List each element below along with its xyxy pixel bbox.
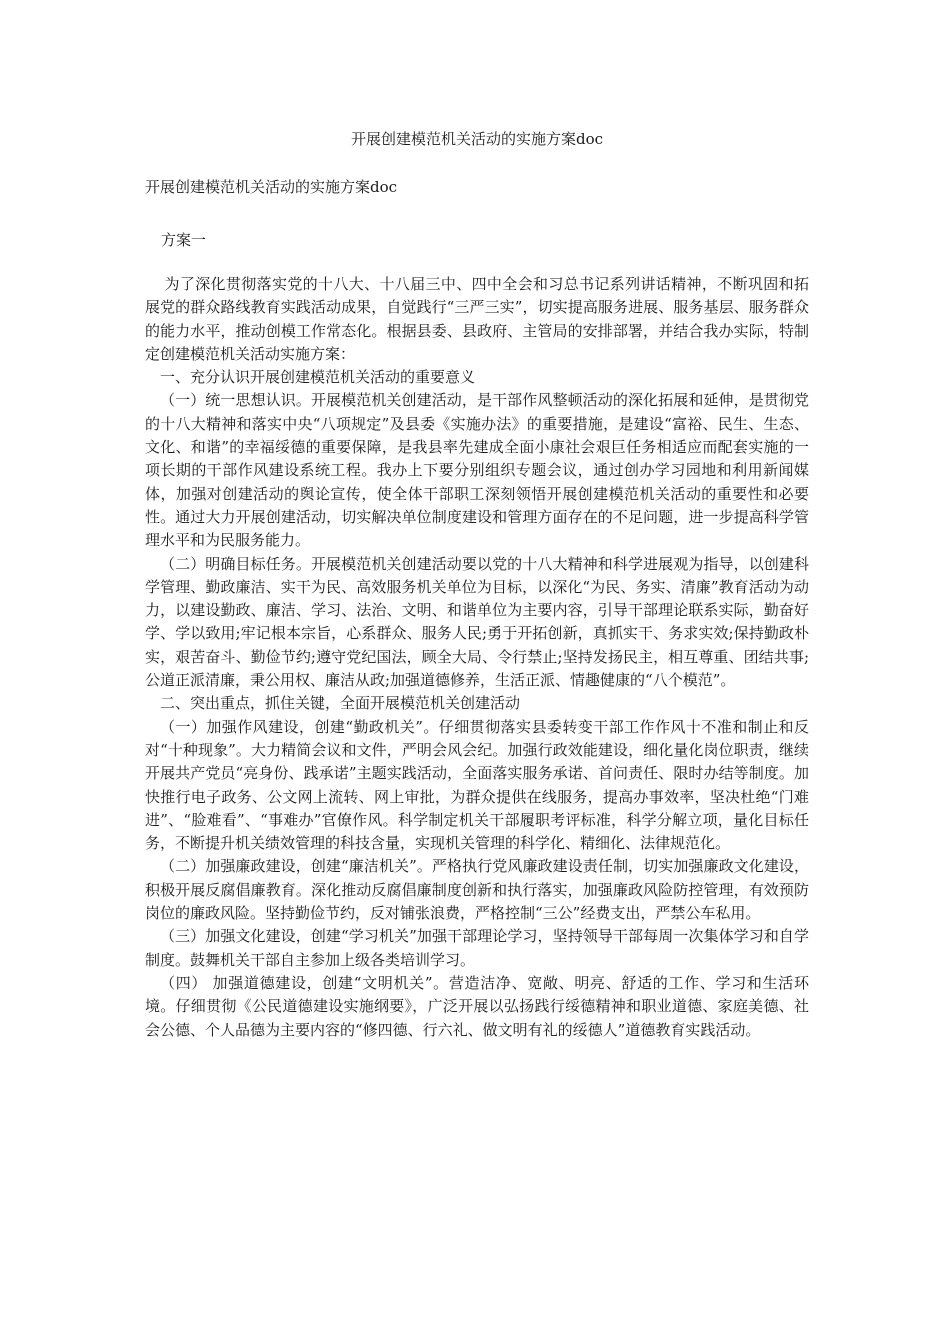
paragraph-intro: 为了深化贯彻落实党的十八大、十八届三中、四中全会和习总书记系列讲话精神，不断巩固和拓展党的群众路线教育实践活动成果，自觉践行“三严三实”，切实提高服务进展、服务基层、服务群众的能力水平，推动创模工作常态化。根据县委、县政府、主管局的安排部署，并结合我办实际，特制定创建模范机关活动实施方案： bbox=[145, 275, 809, 363]
paragraph-2-2: （二）加强廉政建设，创建“廉洁机关”。严格执行党风廉政建设责任制，切实加强廉政文化建设，积极开展反腐倡廉教育。深化推动反腐倡廉制度创新和执行落实，加强廉政风险防控管理，有效预防岗位的廉政风险。坚持勤俭节约，反对铺张浪费，严格控制“三公”经费支出，严禁公车私用。 bbox=[145, 857, 809, 923]
paragraph-1-1: （一）统一思想认识。开展模范机关创建活动，是干部作风整顿活动的深化拓展和延伸，是贯彻党的十八大精神和落实中央“八项规定”及县委《实施办法》的重要措施，是建设“富裕、民生、生态、文化、和谐”的幸福绥德的重要保障，是我县率先建成全面小康社会艰巨任务相适应而配套实施的一项长期的干部作风建设系统工程。我办上下要分别组织专题会议，通过创办学习园地和利用新闻媒体，加强对创建活动的舆论宣传，使全体干部职工深刻领悟开展创建模范机关活动的重要性和必要性。通过大力开展创建活动，切实解决单位制度建设和管理方面存在的不足问题，进一步提高科学管理水平和为民服务能力。 bbox=[145, 391, 809, 550]
paragraph-1-2: （二）明确目标任务。开展模范机关创建活动要以党的十八大精神和科学进展观为指导，以创建科学管理、勤政廉洁、实干为民、高效服务机关单位为目标，以深化“为民、务实、清廉”教育活动为动力，以建设勤政、廉洁、学习、法治、文明、和谐单位为主要内容，引导干部理论联系实际，勤奋好学、学以致用;牢记根本宗旨，心系群众、服务人民;勇于开拓创新，真抓实干、务求实效;保持勤政朴实，艰苦奋斗、勤俭节约;遵守党纪国法，顾全大局、令行禁止;坚持发扬民主，相互尊重、团结共事;公道正派清廉，秉公用权、廉洁从政;加强道德修养，生活正派、情趣健康的“八个模范”。 bbox=[145, 554, 809, 690]
section-heading-2: 二、突出重点，抓住关键，全面开展模范机关创建活动 bbox=[160, 694, 521, 713]
paragraph-2-4: （四） 加强道德建设，创建“文明机关”。营造洁净、宽敞、明亮、舒适的工作、学习和生活环境。仔细贯彻《公民道德建设实施纲要》，广泛开展以弘扬践行绥德精神和职业道德、家庭美德、社会公德、个人品德为主要内容的“修四德、行六礼、做文明有礼的绥德人”道德教育实践活动。 bbox=[145, 973, 809, 1039]
document-body bbox=[145, 273, 809, 1042]
document-title: 开展创建模范机关活动的实施方案doc bbox=[350, 130, 604, 148]
paragraph-2-3: （三）加强文化建设，创建“学习机关”加强干部理论学习，坚持领导干部每周一次集体学习和自学制度。鼓舞机关干部自主参加上级各类培训学习。 bbox=[145, 927, 809, 969]
paragraph-2-1: （一）加强作风建设，创建“勤政机关”。仔细贯彻落实县委转变干部工作作风十不准和制止和反对“十种现象”。大力精简会议和文件，严明会风会纪。加强行政效能建设，细化量化岗位职责，继续开展共产党员“亮身份、践承诺”主题实践活动，全面落实服务承诺、首问责任、限时办结等制度。加快推行电子政务、公文网上流转、网上审批，为群众提供在线服务，提高办事效率，坚决杜绝“门难进”、“脸难看”、“事难办”官僚作风。科学制定机关干部履职考评标准，科学分解立项，量化目标任务，不断提升机关绩效管理的科技含量，实现机关管理的科学化、精细化、法律规范化。 bbox=[145, 717, 809, 853]
plan-label: 方案一 bbox=[161, 231, 207, 249]
document-subtitle: 开展创建模范机关活动的实施方案doc bbox=[145, 178, 398, 196]
section-heading-1: 一、充分认识开展创建模范机关活动的重要意义 bbox=[160, 368, 476, 387]
